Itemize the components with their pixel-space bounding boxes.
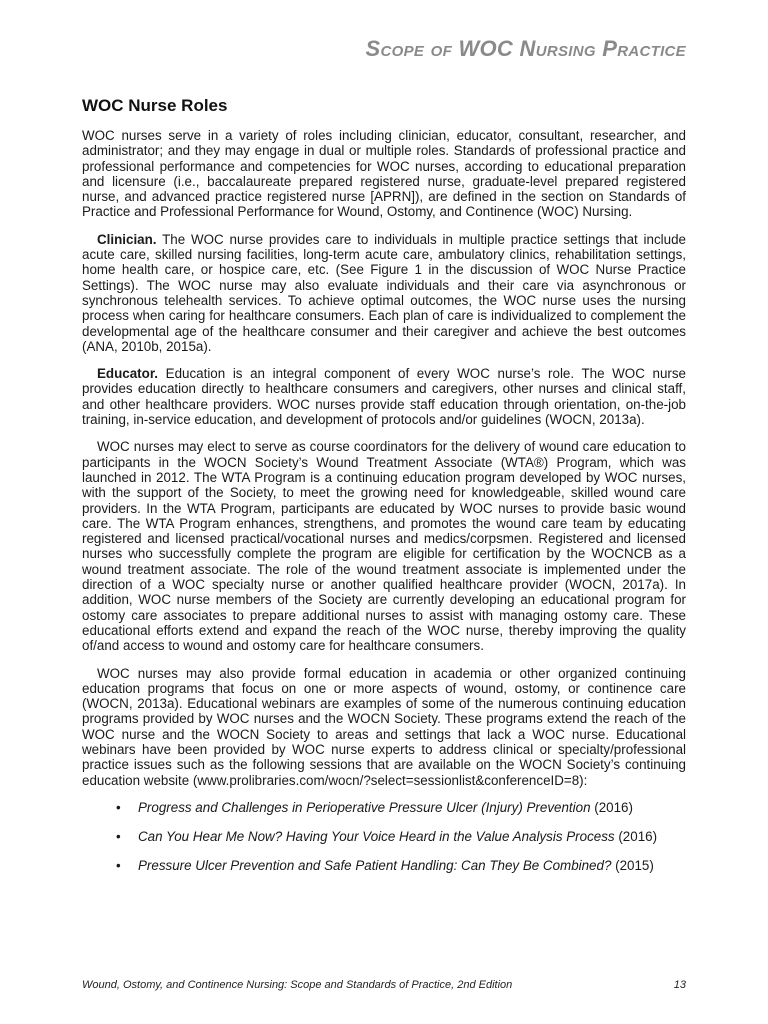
session-year: (2016) <box>590 799 633 815</box>
clinician-lead: Clinician. <box>97 231 157 247</box>
session-title: Pressure Ulcer Prevention and Safe Patient Handling: Can They Be Combined? <box>138 858 612 874</box>
bullet-icon: • <box>116 829 121 845</box>
intro-paragraph: WOC nurses serve in a variety of roles including clinician, educator, consultant, researcher, and administrator; and they may engage in dual or multiple roles. Standards of professional practice and professional performance and competencies for WOC nurses, according to educational preparation and licensure (i.e., baccalaureate prepared registered nurse, graduate-level prepared registered nurse, and advanced practice registered nurse [APRN]), are defined in the section on Standards of Practice and Professional Performance for Wound, Ostomy, and Continence (WOC) Nursing. <box>82 128 686 220</box>
list-item <box>82 858 686 873</box>
session-year: (2015) <box>611 858 654 874</box>
running-head-title: Scope of WOC Nursing Practice <box>365 36 686 61</box>
bullet-icon: • <box>116 858 121 874</box>
formal-education-paragraph: WOC nurses may also provide formal education in academia or other organized continuing education programs that focus on one or more aspects of wound, ostomy, or continence care (WOCN, 2013a). Educational webinars are examples of some of the numerous continuing education programs provided by WOC nurses and the WOCN Society. These programs extend the reach of the WOC nurse and the WOCN Society to areas and settings that lack a WOC nurse. Educational webinars have been provided by WOC nurse experts to address clinical or specialty/professional practice issues such as the following sessions that are available on the WOCN Society’s continuing education website (www.prolibraries.com/wocn/?select=sessionlist&conferenceID=8): <box>82 665 686 788</box>
session-title: Progress and Challenges in Perioperative Pressure Ulcer (Injury) Prevention <box>138 799 591 815</box>
educator-lead: Educator. <box>97 366 159 382</box>
wta-paragraph: WOC nurses may elect to serve as course coordinators for the delivery of wound care education to participants in the WOCN Society’s Wound Treatment Associate (WTA®) Program, which was launched in 2012. The WTA Program is a continuing education program developed by WOC nurses, with the support of the Society, to meet the growing need for knowledgeable, skilled wound care providers. In the WTA Program, participants are educated by WOC nurses to provide basic wound care. The WTA Program enhances, strengthens, and promotes the wound care team by educating registered and licensed practical/vocational nurses and medics/corpsmen. Registered and licensed nurses who successfully complete the program are eligible for certification by the WOCNCB as a wound treatment associate. The role of the wound treatment associate is implemented under the direction of a WOC specialty nurse or another qualified healthcare provider (WOCN, 2017a). In addition, WOC nurse members of the Society are currently developing an educational program for ostomy care associates to prepare additional nurses to assist with managing ostomy care. These educational efforts extend and expand the reach of the WOC nurse, thereby improving the quality of/and access to wound and ostomy care for healthcare consumers. <box>82 439 686 654</box>
footer-book-title: Wound, Ostomy, and Continence Nursing: Scope and Standards of Practice, 2nd Edition <box>82 979 513 991</box>
clinician-body: The WOC nurse provides care to individuals in multiple practice settings that include acute care, skilled nursing facilities, long-term acute care, ambulatory clinics, rehabilitation settings, home health care, or hospice care, etc. (See Figure 1 in the discussion of WOC Nurse Practice Settings). The WOC nurse may also evaluate individuals and their care via asynchronous or synchronous telehealth services. To achieve optimal outcomes, the WOC nurse uses the nursing process when caring for healthcare consumers. Each plan of care is individualized to complement the developmental age of the healthcare consumer and their caregiver and achieve the best outcomes (ANA, 2010b, 2015a). <box>82 231 686 354</box>
session-year: (2016) <box>614 829 658 845</box>
bullet-icon: • <box>116 799 121 815</box>
clinician-paragraph <box>82 232 686 354</box>
list-item <box>82 800 686 815</box>
page-footer <box>82 979 686 991</box>
list-item <box>82 829 686 844</box>
page-content <box>82 96 686 888</box>
educator-body: Education is an integral component of every WOC nurse’s role. The WOC nurse provides education directly to healthcare consumers and caregivers, other nurses and clinical staff, and other healthcare providers. WOC nurses provide staff education through orientation, on-the-job training, in-service education, and development of protocols and/or guidelines (WOCN, 2013a). <box>82 366 686 428</box>
section-heading: WOC Nurse Roles <box>82 96 228 115</box>
footer-page-number: 13 <box>673 979 686 991</box>
session-title: Can You Hear Me Now? Having Your Voice Heard in the Value Analysis Process <box>138 829 615 845</box>
session-list <box>82 800 686 874</box>
educator-paragraph <box>82 366 686 427</box>
